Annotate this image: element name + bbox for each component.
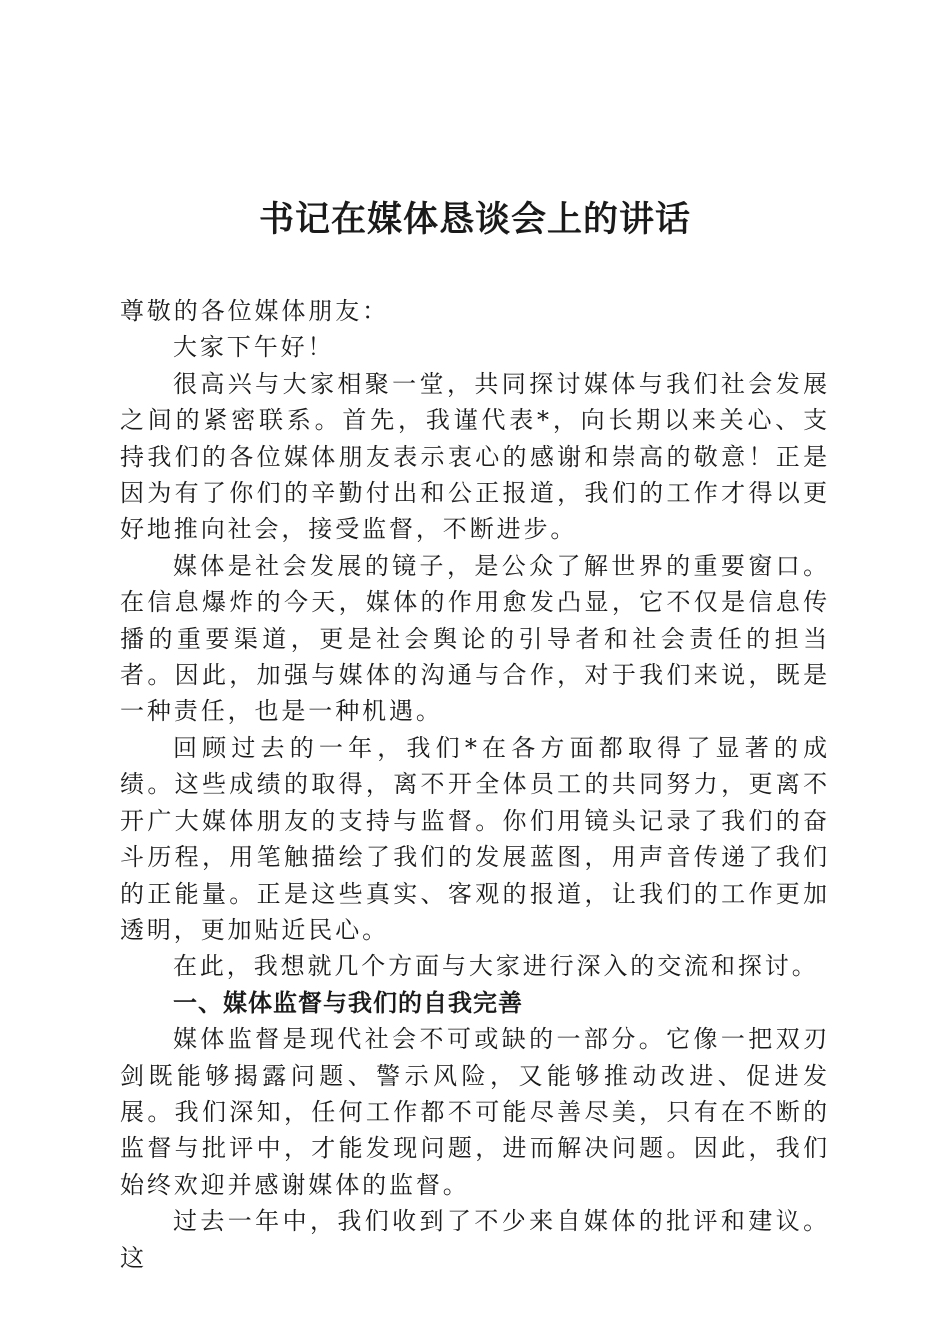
- section-heading: 一、媒体监督与我们的自我完善: [173, 988, 523, 1017]
- paragraph: 回顾过去的一年，我们*在各方面都取得了显著的成绩。这些成绩的取得，离不开全体员工的共同努力，更离不开广大媒体朋友的支持与监督。你们用镜头记录了我们的奋斗历程，用笔触描绘了我们的发展蓝图，用声音传递了我们的正能量。正是这些真实、客观的报道，让我们的工作更加透明，更加贴近民心。: [120, 733, 830, 944]
- paragraph: 媒体监督是现代社会不可或缺的一部分。它像一把双刃剑既能够揭露问题、警示风险，又能够推动改进、促进发展。我们深知，任何工作都不可能尽善尽美，只有在不断的监督与批评中，才能发现问题，进而解决问题。因此，我们始终欢迎并感谢媒体的监督。: [120, 1025, 830, 1199]
- paragraph: 过去一年中，我们收到了不少来自媒体的批评和建议。这: [120, 1207, 830, 1272]
- paragraph: 在此，我想就几个方面与大家进行深入的交流和探讨。: [173, 952, 819, 981]
- paragraph: 很高兴与大家相聚一堂，共同探讨媒体与我们社会发展之间的紧密联系。首先，我谨代表*，向长期以来关心、支持我们的各位媒体朋友表示衷心的感谢和崇高的敬意！正是因为有了你们的辛勤付出和公正报道，我们的工作才得以更好地推向社会，接受监督，不断进步。: [120, 369, 830, 544]
- paragraph-greeting: 大家下午好！: [173, 333, 335, 362]
- document-body: [120, 293, 830, 1276]
- paragraph: 媒体是社会发展的镜子，是公众了解世界的重要窗口。在信息爆炸的今天，媒体的作用愈发凸显，它不仅是信息传播的重要渠道，更是社会舆论的引导者和社会责任的担当者。因此，加强与媒体的沟通与合作，对于我们来说，既是一种责任，也是一种机遇。: [120, 551, 830, 726]
- salutation: 尊敬的各位媒体朋友：: [120, 297, 389, 325]
- document-title: 书记在媒体恳谈会上的讲话: [258, 199, 691, 240]
